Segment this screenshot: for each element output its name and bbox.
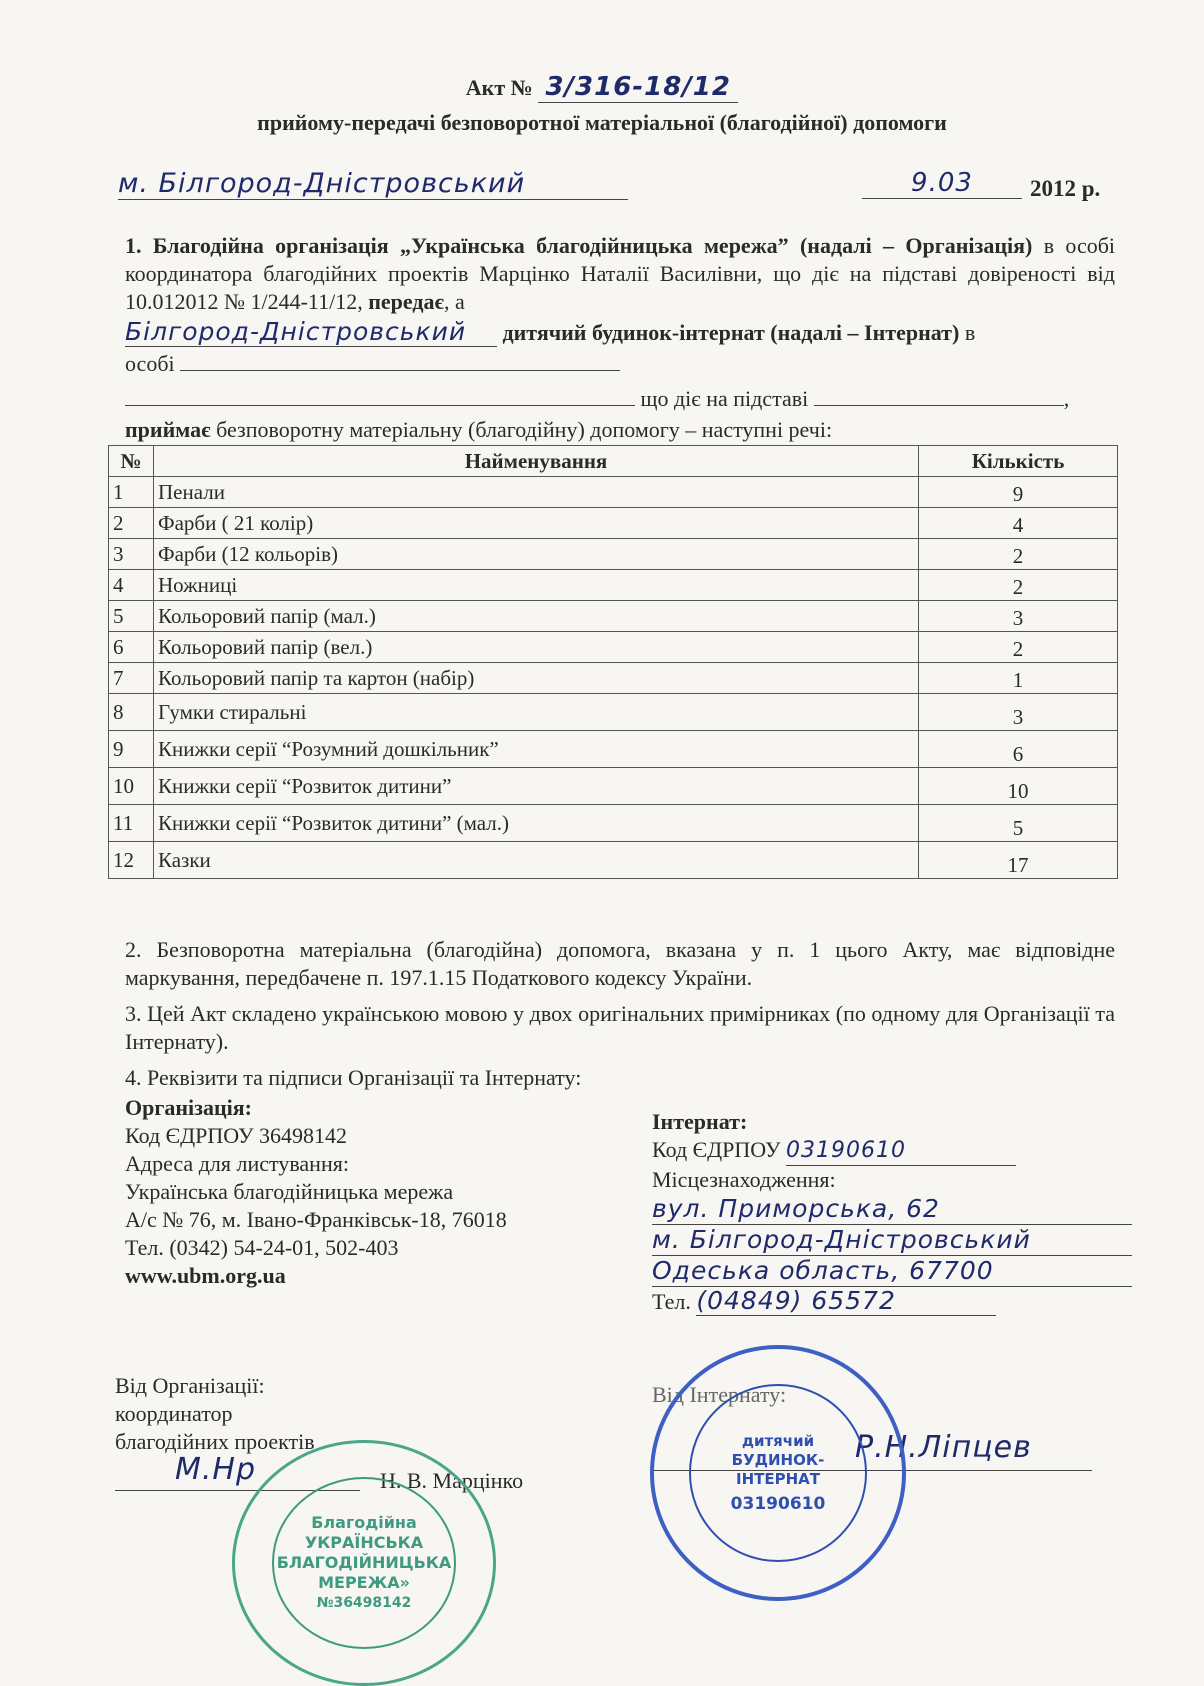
internat-stamp bbox=[650, 1345, 906, 1601]
internat-stamp-inner bbox=[689, 1384, 867, 1562]
row-name: Казки bbox=[154, 842, 919, 879]
basis-comma: , bbox=[1063, 386, 1070, 411]
header-num: № bbox=[109, 446, 154, 477]
recipient-tail: в bbox=[964, 320, 976, 345]
row-name: Кольоровий папір (вел.) bbox=[154, 632, 919, 663]
recipient-city-handwritten: Білгород-Дністровський bbox=[125, 318, 497, 347]
clause-3: 3. Цей Акт складено українською мовою у двох оригінальних примірниках (по одному для Організації та Інтернату). bbox=[125, 1001, 1115, 1054]
row-name: Фарби ( 21 колір) bbox=[154, 508, 919, 539]
row-qty: 3 bbox=[919, 601, 1118, 632]
internat-address-1: вул. Приморська, 62 bbox=[652, 1194, 1132, 1225]
table-header-row bbox=[109, 446, 1118, 477]
organization-name: Українська благодійницька мережа bbox=[125, 1179, 454, 1204]
basis-line bbox=[125, 385, 1115, 413]
act-title bbox=[0, 72, 1204, 103]
organization-code: Код ЄДРПОУ 36498142 bbox=[125, 1123, 348, 1148]
internat-address-2: м. Білгород-Дністровський bbox=[652, 1225, 1132, 1256]
row-qty: 10 bbox=[919, 768, 1118, 805]
recipient-line bbox=[125, 318, 1115, 347]
table-row bbox=[109, 805, 1118, 842]
organization-heading: Організація: bbox=[125, 1095, 252, 1120]
row-num: 9 bbox=[109, 731, 154, 768]
stamp-blue-line-1: дитячий bbox=[741, 1432, 815, 1450]
internat-code-value: 03190610 bbox=[786, 1137, 1016, 1166]
row-name: Кольоровий папір та картон (набір) bbox=[154, 663, 919, 694]
internat-location-label: Місцезнаходження: bbox=[652, 1167, 836, 1192]
person-label: особі bbox=[125, 351, 175, 376]
city-handwritten: м. Білгород-Дністровський bbox=[118, 168, 628, 200]
row-num: 5 bbox=[109, 601, 154, 632]
org-rest: в особі координатора благодійних проектів Марцінко Наталії Василівни, що діє на підставі довіреності від 10.012012 № 1/244-11/12, bbox=[125, 233, 1116, 314]
internat-phone-label: Тел. bbox=[652, 1289, 691, 1314]
clause-1 bbox=[125, 232, 1115, 316]
organization-po-box: А/с № 76, м. Івано-Франківськ-18, 76018 bbox=[125, 1207, 507, 1232]
org-intro: Благодійна організація „Українська благодійницька мережа” (надалі – Організація) bbox=[152, 233, 1033, 258]
clause-2: 2. Безповоротна матеріальна (благодійна) допомога, вказана у п. 1 цього Акту, має відповідне маркування, передбачене п. 197.1.15 Податкового кодексу України. bbox=[125, 937, 1115, 990]
internat-signer-handwritten: Р.Н.Ліпцев bbox=[855, 1430, 1032, 1465]
organization-website: www.ubm.org.ua bbox=[125, 1263, 286, 1288]
table-row bbox=[109, 663, 1118, 694]
row-qty: 1 bbox=[919, 663, 1118, 694]
accepts-verb: приймає bbox=[125, 417, 211, 442]
row-num: 10 bbox=[109, 768, 154, 805]
row-qty: 6 bbox=[919, 731, 1118, 768]
row-num: 3 bbox=[109, 539, 154, 570]
organization-address-label: Адреса для листування: bbox=[125, 1151, 349, 1176]
row-qty: 2 bbox=[919, 632, 1118, 663]
row-qty: 17 bbox=[919, 842, 1118, 879]
clause-1-number: 1. bbox=[125, 233, 142, 258]
row-num: 1 bbox=[109, 477, 154, 508]
stamp-green-code: №36498142 bbox=[316, 1595, 412, 1611]
row-name: Фарби (12 кольорів) bbox=[154, 539, 919, 570]
accepts-line bbox=[125, 416, 1115, 444]
table-row bbox=[109, 768, 1118, 805]
basis-blank-left bbox=[125, 385, 635, 406]
organization-signature-block bbox=[115, 1372, 315, 1456]
stamp-green-line-3: БЛАГОДІЙНИЦЬКА bbox=[276, 1553, 452, 1572]
table-row bbox=[109, 694, 1118, 731]
stamp-blue-line-2: БУДИНОК- bbox=[731, 1451, 825, 1469]
row-qty: 4 bbox=[919, 508, 1118, 539]
row-num: 4 bbox=[109, 570, 154, 601]
accepts-tail: безповоротну матеріальну (благодійну) допомогу – наступні речі: bbox=[216, 417, 833, 442]
gives-tail: , а bbox=[444, 289, 465, 314]
clause-4: 4. Реквізити та підписи Організації та Інтернату: bbox=[125, 1065, 582, 1090]
table-row bbox=[109, 570, 1118, 601]
row-qty: 2 bbox=[919, 570, 1118, 601]
internat-phone-line bbox=[652, 1287, 1132, 1316]
internat-phone-value: (04849) 65572 bbox=[696, 1287, 996, 1316]
organization-from-label: Від Організації: bbox=[115, 1373, 265, 1398]
person-line bbox=[125, 350, 1115, 378]
stamp-blue-line-3: ІНТЕРНАТ bbox=[735, 1470, 820, 1488]
table-row bbox=[109, 632, 1118, 663]
table-row bbox=[109, 539, 1118, 570]
header-qty: Кількість bbox=[919, 446, 1118, 477]
internat-heading: Інтернат: bbox=[652, 1109, 748, 1134]
organization-stamp-inner bbox=[272, 1477, 457, 1649]
basis-label: що діє на підставі bbox=[640, 386, 809, 411]
row-name: Книжки серії “Розвиток дитини” bbox=[154, 768, 919, 805]
organization-role-2: благодійних проектів bbox=[115, 1429, 315, 1454]
organization-details bbox=[125, 1094, 625, 1290]
row-num: 2 bbox=[109, 508, 154, 539]
organization-phone: Тел. (0342) 54-24-01, 502-403 bbox=[125, 1235, 399, 1260]
row-qty: 2 bbox=[919, 539, 1118, 570]
row-num: 11 bbox=[109, 805, 154, 842]
row-qty: 3 bbox=[919, 694, 1118, 731]
row-name: Кольоровий папір (мал.) bbox=[154, 601, 919, 632]
row-name: Книжки серії “Розвиток дитини” (мал.) bbox=[154, 805, 919, 842]
person-blank bbox=[180, 350, 620, 371]
act-number: 3/316-18/12 bbox=[538, 72, 738, 103]
basis-blank-right bbox=[814, 385, 1064, 406]
gives-verb: передає bbox=[368, 289, 445, 314]
year: 2012 р. bbox=[1030, 176, 1101, 201]
internat-code-line bbox=[652, 1136, 1132, 1166]
table-row bbox=[109, 508, 1118, 539]
table-row bbox=[109, 731, 1118, 768]
stamp-green-line-1: Благодійна bbox=[311, 1513, 417, 1532]
organization-role-1: координатор bbox=[115, 1401, 233, 1426]
row-name: Книжки серії “Розумний дошкільник” bbox=[154, 731, 919, 768]
row-num: 7 bbox=[109, 663, 154, 694]
table-row bbox=[109, 842, 1118, 879]
stamp-blue-code: 03190610 bbox=[730, 1494, 826, 1514]
row-num: 8 bbox=[109, 694, 154, 731]
recipient: дитячий будинок-інтернат (надалі – Інтернат) bbox=[502, 320, 960, 345]
row-num: 6 bbox=[109, 632, 154, 663]
stamp-green-line-2: УКРАЇНСЬКА bbox=[304, 1533, 424, 1552]
row-qty: 9 bbox=[919, 477, 1118, 508]
internat-code-label: Код ЄДРПОУ bbox=[652, 1137, 781, 1162]
act-label: Акт № bbox=[465, 75, 533, 100]
organization-stamp bbox=[232, 1440, 496, 1686]
organization-signer: Н. В. Марцінко bbox=[380, 1468, 524, 1493]
row-name: Пенали bbox=[154, 477, 919, 508]
table-row bbox=[109, 477, 1118, 508]
table-row bbox=[109, 601, 1118, 632]
items-table bbox=[108, 445, 1118, 879]
internat-from-label: Від Інтернату: bbox=[652, 1382, 787, 1407]
header-name: Найменування bbox=[154, 446, 919, 477]
row-num: 12 bbox=[109, 842, 154, 879]
row-qty: 5 bbox=[919, 805, 1118, 842]
date-handwritten: 9.03 bbox=[862, 168, 1022, 199]
organization-signature: М.Нр bbox=[175, 1452, 257, 1487]
internat-address-3: Одеська область, 67700 bbox=[652, 1256, 1132, 1287]
internat-details bbox=[652, 1108, 1132, 1316]
act-subtitle: прийому-передачі безповоротної матеріальної (благодійної) допомоги bbox=[257, 110, 947, 135]
row-name: Гумки стиральні bbox=[154, 694, 919, 731]
row-name: Ножниці bbox=[154, 570, 919, 601]
stamp-green-line-4: МЕРЕЖА» bbox=[318, 1573, 410, 1592]
